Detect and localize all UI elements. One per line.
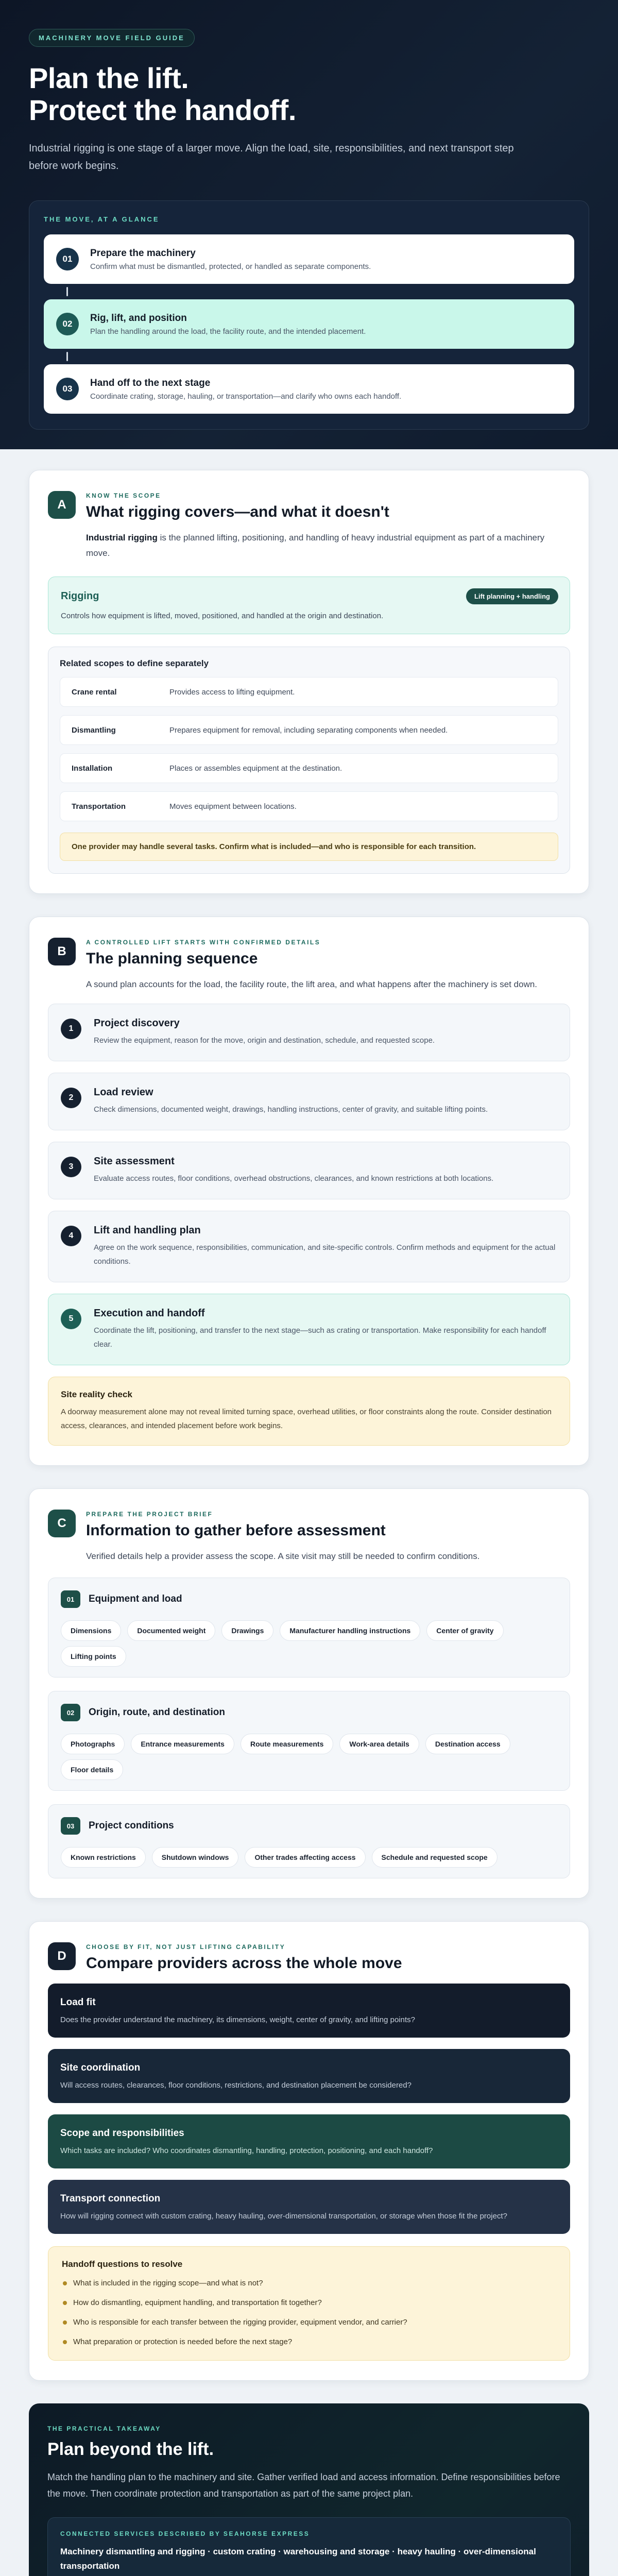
info-chip: Other trades affecting access — [245, 1847, 365, 1868]
step-number: 5 — [61, 1309, 81, 1329]
scope-name: Installation — [72, 764, 113, 773]
provider-criterion — [48, 2180, 570, 2234]
scope-name: Transportation — [72, 802, 126, 811]
rigging-tag: Lift planning + handling — [466, 588, 558, 604]
step-title: Hand off to the next stage — [90, 377, 211, 388]
info-chip: Schedule and requested scope — [372, 1847, 497, 1868]
group-number: 02 — [61, 1704, 80, 1721]
section-title: What rigging covers—and what it doesn't — [86, 503, 389, 520]
connected-services — [47, 2517, 571, 2576]
info-chip: Drawings — [221, 1620, 273, 1641]
section-lead: Verified details help a provider assess the scope. A site visit may still be needed to confirm conditions. — [86, 1551, 480, 1561]
scope-desc: Moves equipment between locations. — [169, 802, 297, 811]
criterion-title: Load fit — [60, 1997, 96, 2008]
move-at-a-glance — [29, 200, 589, 430]
group-title: Equipment and load — [89, 1594, 182, 1604]
step-connector — [66, 352, 68, 361]
lead-rest: is the planned lifting, positioning, and handling of heavy industrial equipment as part of a machinery move. — [86, 533, 545, 558]
scope-name: Dismantling — [72, 725, 116, 735]
step-title: Project discovery — [94, 1018, 180, 1029]
step-desc: Agree on the work sequence, responsibilities, communication, and site-specific controls. Confirm methods and equipment for the actual conditions. — [94, 1243, 556, 1266]
section-eyebrow: PREPARE THE PROJECT BRIEF — [86, 1511, 213, 1518]
scope-desc: Provides access to lifting equipment. — [169, 687, 295, 697]
info-chip: Documented weight — [127, 1620, 215, 1641]
related-title: Related scopes to define separately — [60, 658, 209, 668]
handoff-questions — [48, 2246, 570, 2361]
step-title: Execution and handoff — [94, 1308, 205, 1319]
section-providers — [29, 1921, 589, 2381]
glance-step — [44, 364, 574, 414]
section-scope — [29, 470, 589, 894]
hero-title-line1: Plan the lift. — [29, 62, 189, 94]
step-number: 02 — [56, 313, 79, 335]
step-title: Rig, lift, and position — [90, 312, 187, 324]
scope-row — [60, 753, 558, 783]
section-lead: A sound plan accounts for the load, the facility route, the lift area, and what happens after the machinery is set down. — [86, 979, 538, 989]
scope-note: One provider may handle several tasks. Confirm what is included—and who is responsible for each transition. — [60, 833, 558, 861]
criterion-desc: Does the provider understand the machinery, its dimensions, weight, center of gravity, and lifting points? — [60, 2015, 415, 2024]
group-title: Origin, route, and destination — [89, 1707, 225, 1718]
step-number: 4 — [61, 1226, 81, 1246]
step-desc: Check dimensions, documented weight, drawings, handling instructions, center of gravity, and suitable lifting points. — [94, 1105, 488, 1114]
info-chip: Entrance measurements — [131, 1734, 234, 1754]
planning-step — [48, 1073, 570, 1130]
group-number: 01 — [61, 1590, 80, 1608]
section-title: Compare providers across the whole move — [86, 1955, 402, 1972]
info-group — [48, 1578, 570, 1677]
planning-step — [48, 1211, 570, 1282]
step-desc: Plan the handling around the load, the facility route, and the intended placement. — [90, 327, 366, 336]
criterion-title: Scope and responsibilities — [60, 2128, 184, 2139]
step-desc: Evaluate access routes, floor conditions, overhead obstructions, clearances, and known restrictions at both locations. — [94, 1174, 494, 1183]
site-reality-check — [48, 1377, 570, 1446]
connected-kicker: CONNECTED SERVICES DESCRIBED BY SEAHORSE EXPRESS — [60, 2530, 310, 2537]
rigging-box — [48, 577, 570, 634]
info-chip: Manufacturer handling instructions — [280, 1620, 420, 1641]
info-chip: Route measurements — [241, 1734, 333, 1754]
related-scopes — [48, 647, 570, 874]
info-group — [48, 1691, 570, 1791]
section-badge: C — [48, 1510, 76, 1537]
section-lead — [86, 530, 570, 561]
scope-row — [60, 677, 558, 707]
step-number: 2 — [61, 1088, 81, 1108]
step-number: 03 — [56, 378, 79, 400]
info-chip: Floor details — [61, 1759, 123, 1780]
guide-pill: MACHINERY MOVE FIELD GUIDE — [29, 29, 195, 47]
step-title: Site assessment — [94, 1156, 175, 1167]
main-content — [0, 449, 618, 2576]
step-number: 1 — [61, 1019, 81, 1039]
reality-desc: A doorway measurement alone may not reveal limited turning space, overhead utilities, or floor constraints along the route. Consider destination access, clearances, and intended placement before work begins. — [61, 1408, 552, 1430]
handoff-title: Handoff questions to resolve — [62, 2259, 183, 2269]
question-list — [62, 2278, 556, 2348]
section-brief — [29, 1488, 589, 1899]
info-chip: Dimensions — [61, 1620, 121, 1641]
takeaway-eyebrow: THE PRACTICAL TAKEAWAY — [47, 2425, 161, 2432]
scope-name: Crane rental — [72, 687, 117, 697]
info-group — [48, 1804, 570, 1878]
step-desc: Confirm what must be dismantled, protected, or handled as separate components. — [90, 262, 371, 271]
hero — [0, 0, 618, 449]
step-desc: Coordinate the lift, positioning, and transfer to the next stage—such as crating or transportation. Make responsibility for each handoff clear. — [94, 1326, 546, 1349]
criterion-desc: Which tasks are included? Who coordinates dismantling, handling, protection, positioning, and each handoff? — [60, 2146, 433, 2155]
lead-bold: Industrial rigging — [86, 533, 158, 543]
provider-criterion — [48, 1984, 570, 2038]
rigging-title: Rigging — [61, 590, 99, 602]
hero-intro: Industrial rigging is one stage of a larger move. Align the load, site, responsibilities, and next transport step before work begins. — [29, 143, 514, 172]
question-item: How do dismantling, equipment handling, and transportation fit together? — [62, 2297, 556, 2309]
takeaway-title: Plan beyond the lift. — [47, 2439, 214, 2459]
question-item: What preparation or protection is needed before the next stage? — [62, 2336, 556, 2348]
section-title: Information to gather before assessment — [86, 1522, 386, 1539]
step-number: 01 — [56, 248, 79, 270]
step-connector — [66, 287, 68, 296]
section-badge: B — [48, 938, 76, 965]
step-number: 3 — [61, 1157, 81, 1177]
question-item: Who is responsible for each transfer between the rigging provider, equipment vendor, and carrier? — [62, 2317, 556, 2328]
info-chip: Photographs — [61, 1734, 125, 1754]
step-desc: Coordinate crating, storage, hauling, or transportation—and clarify who owns each handoff. — [90, 392, 402, 401]
step-title: Load review — [94, 1087, 153, 1098]
planning-step — [48, 1142, 570, 1199]
step-title: Lift and handling plan — [94, 1225, 201, 1236]
question-item: What is included in the rigging scope—and what is not? — [62, 2278, 556, 2289]
glance-step — [44, 234, 574, 284]
provider-criterion — [48, 2049, 570, 2103]
section-badge: A — [48, 491, 76, 519]
takeaway-desc: Match the handling plan to the machinery and site. Gather verified load and access information. Define responsibilities before the move. Then coordinate protection and transportation as part of the same project plan. — [47, 2472, 560, 2499]
criterion-desc: Will access routes, clearances, floor conditions, restrictions, and destination placement be considered? — [60, 2081, 412, 2090]
section-eyebrow: CHOOSE BY FIT, NOT JUST LIFTING CAPABILITY — [86, 1943, 286, 1951]
criterion-title: Site coordination — [60, 2062, 141, 2073]
step-desc: Review the equipment, reason for the move, origin and destination, schedule, and requested scope. — [94, 1036, 435, 1045]
planning-step — [48, 1004, 570, 1061]
planning-step-final — [48, 1294, 570, 1365]
scope-desc: Prepares equipment for removal, including separating components when needed. — [169, 725, 448, 735]
scope-desc: Places or assembles equipment at the destination. — [169, 764, 342, 773]
section-eyebrow: KNOW THE SCOPE — [86, 492, 161, 499]
section-planning — [29, 917, 589, 1466]
group-title: Project conditions — [89, 1820, 174, 1831]
practical-takeaway — [29, 2403, 589, 2576]
info-chip: Lifting points — [61, 1646, 126, 1667]
reality-title: Site reality check — [61, 1389, 132, 1399]
scope-row — [60, 791, 558, 821]
scope-row — [60, 715, 558, 745]
info-chip: Destination access — [425, 1734, 510, 1754]
step-title: Prepare the machinery — [90, 247, 196, 259]
glance-step-active — [44, 299, 574, 349]
info-chip: Known restrictions — [61, 1847, 146, 1868]
section-title: The planning sequence — [86, 950, 258, 967]
provider-criterion — [48, 2114, 570, 2168]
info-chip: Shutdown windows — [152, 1847, 239, 1868]
criterion-title: Transport connection — [60, 2193, 161, 2204]
group-number: 03 — [61, 1817, 80, 1835]
section-eyebrow: A CONTROLLED LIFT STARTS WITH CONFIRMED DETAILS — [86, 939, 321, 946]
rigging-desc: Controls how equipment is lifted, moved, positioned, and handled at the origin and destination. — [61, 612, 384, 620]
info-chip: Work-area details — [339, 1734, 419, 1754]
info-chip: Center of gravity — [426, 1620, 503, 1641]
connected-list: Machinery dismantling and rigging · custom crating · warehousing and storage · heavy hauling · over-dimensional transportation — [60, 2547, 536, 2571]
hero-title-line2: Protect the handoff. — [29, 94, 296, 126]
hero-title — [29, 62, 589, 126]
criterion-desc: How will rigging connect with custom crating, heavy hauling, over-dimensional transportation, or storage when those fit the project? — [60, 2212, 507, 2221]
section-badge: D — [48, 1942, 76, 1970]
glance-kicker: THE MOVE, AT A GLANCE — [44, 215, 160, 223]
